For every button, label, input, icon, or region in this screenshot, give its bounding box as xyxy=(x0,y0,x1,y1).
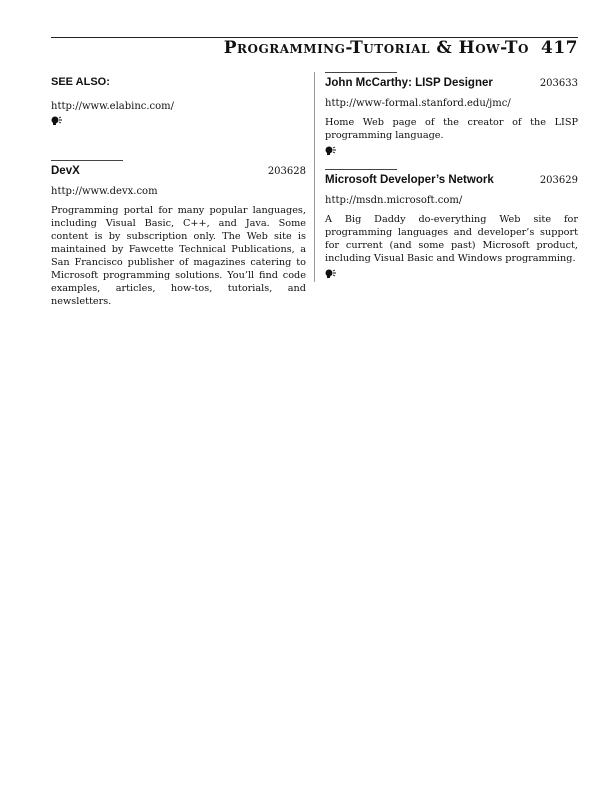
entry-url[interactable]: http://msdn.microsoft.com/ xyxy=(325,195,463,206)
entry-number: 203633 xyxy=(539,78,578,89)
entry-mccarthy xyxy=(325,72,578,159)
entry-url[interactable]: http://www.devx.com xyxy=(51,186,158,197)
column-divider xyxy=(314,72,315,282)
voice-icon xyxy=(51,116,306,129)
see-also-label: SEE ALSO: xyxy=(51,76,110,88)
entry-number: 203628 xyxy=(267,166,306,177)
entry-description: Programming portal for many popular languages, including Visual Basic, C++, and Java. Some content is by subscription only. The Web site is maintained by Fawcette Technical Publications, a San Francisco publisher of magazines catering to Microsoft programming solutions. You’ll find code examples, articles, how-tos, tutorials, and newsletters. xyxy=(51,205,306,307)
entry-rule xyxy=(325,169,397,170)
entry-rule xyxy=(325,72,397,73)
see-also-block xyxy=(51,76,306,129)
entry-number: 203629 xyxy=(539,175,578,186)
running-head xyxy=(51,38,578,58)
left-column xyxy=(51,72,306,308)
entry-title: Microsoft Developer’s Network xyxy=(325,174,494,186)
see-also-url[interactable]: http://www.elabinc.com/ xyxy=(51,101,175,112)
right-column xyxy=(325,72,578,282)
voice-icon xyxy=(325,146,578,159)
entry-title: DevX xyxy=(51,165,80,177)
entry-rule xyxy=(51,160,123,161)
page-number: 417 xyxy=(541,38,578,58)
entry-devx xyxy=(51,160,306,308)
section-title: Programming-Tutorial & How-To xyxy=(223,38,529,58)
entry-msdn xyxy=(325,169,578,282)
entry-description: Home Web page of the creator of the LISP programming language. xyxy=(325,117,578,141)
voice-icon xyxy=(325,269,578,282)
entry-description: A Big Daddy do-everything Web site for programming languages and developer’s support for current (and some past) Microsoft product, including Visual Basic and Windows programming. xyxy=(325,214,578,264)
entry-title: John McCarthy: LISP Designer xyxy=(325,77,493,89)
entry-url[interactable]: http://www-formal.stanford.edu/jmc/ xyxy=(325,98,511,109)
